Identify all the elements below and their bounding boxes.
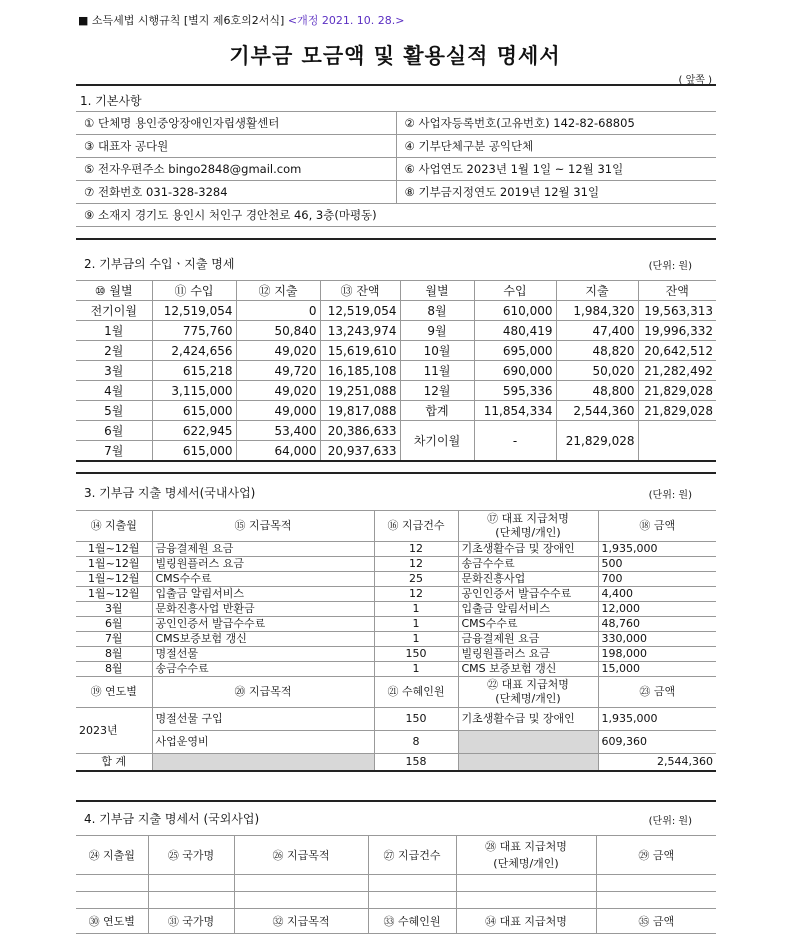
- column-header: 월별: [400, 281, 474, 301]
- column-header: ㉚ 연도별: [76, 909, 148, 934]
- count-cell: 25: [374, 572, 458, 587]
- balance-cell: 20,386,633: [320, 421, 400, 441]
- purpose-cell: 사업운영비: [152, 731, 374, 754]
- table-row: [76, 542, 716, 557]
- basic-info-field: ③ 대표자 공다원: [76, 135, 396, 158]
- month-cell: 전기이월: [76, 301, 152, 321]
- page-side-label: ( 앞쪽 ): [678, 75, 712, 86]
- law-reference: ■ 소득세법 시행규칙 [별지 제6호의2서식]: [78, 14, 285, 27]
- table-row: [76, 647, 716, 662]
- carry-forward-income: -: [474, 421, 556, 462]
- table-row: [76, 381, 716, 401]
- address-field: ⑨ 소재지 경기도 용인시 처인구 경안천로 46, 3층(마평동): [76, 204, 716, 227]
- expense-cell: 50,020: [556, 361, 638, 381]
- carry-forward-label: 차기이월: [400, 421, 474, 462]
- purpose-cell: 문화진흥사업 반환금: [152, 602, 374, 617]
- payee-cell: 금융결제원 요금: [458, 632, 598, 647]
- empty-cell: [368, 875, 456, 892]
- basic-info-row: [76, 135, 716, 158]
- table-row: [76, 557, 716, 572]
- expense-cell: 48,800: [556, 381, 638, 401]
- income-cell: 775,760: [152, 321, 236, 341]
- month-cell: 3월: [76, 361, 152, 381]
- year-cell: 2023년: [76, 708, 152, 754]
- section4-unit: (단위: 원): [648, 816, 692, 827]
- payee-cell: 기초생활수급 및 장애인: [458, 708, 598, 731]
- section2-top-rule: [76, 238, 716, 240]
- total-row: [76, 754, 716, 772]
- empty-cell: [368, 892, 456, 909]
- table-row: [76, 572, 716, 587]
- payee-cell: 입출금 알림서비스: [458, 602, 598, 617]
- table-row: [76, 632, 716, 647]
- basic-info-row: [76, 204, 716, 227]
- column-header: ㉞ 대표 지급처명: [456, 909, 596, 934]
- payee-cell: [458, 731, 598, 754]
- basic-info-field: ⑥ 사업연도 2023년 1월 1일 ~ 12월 31일: [396, 158, 716, 181]
- month-cell: 합계: [400, 401, 474, 421]
- section4-heading: 4. 기부금 지출 명세서 (국외사업): [84, 812, 260, 826]
- column-header: 수입: [474, 281, 556, 301]
- income-cell: 622,945: [152, 421, 236, 441]
- expense-cell: 64,000: [236, 441, 320, 462]
- balance-cell: 13,243,974: [320, 321, 400, 341]
- total-label: 합 계: [76, 754, 152, 772]
- month-cell: 3월: [76, 602, 152, 617]
- column-header: ㉟ 금액: [596, 909, 716, 934]
- total-payee-blank: [458, 754, 598, 772]
- purpose-cell: CMS보증보험 갱신: [152, 632, 374, 647]
- section4-top-rule: [76, 800, 716, 802]
- column-header: ㉓ 금액: [598, 677, 716, 708]
- expense-cell: 1,984,320: [556, 301, 638, 321]
- expense-cell: 2,544,360: [556, 401, 638, 421]
- month-cell: 2월: [76, 341, 152, 361]
- table-header-row: [76, 511, 716, 542]
- amount-cell: 4,400: [598, 587, 716, 602]
- month-cell: 8월: [400, 301, 474, 321]
- month-cell: 1월: [76, 321, 152, 341]
- balance-cell: 20,937,633: [320, 441, 400, 462]
- expense-cell: 49,020: [236, 381, 320, 401]
- column-header: ㉒ 대표 지급처명 (단체명/개인): [458, 677, 598, 708]
- payee-cell: 기초생활수급 및 장애인: [458, 542, 598, 557]
- amount-cell: 700: [598, 572, 716, 587]
- basic-info-field: ④ 기부단체구분 공익단체: [396, 135, 716, 158]
- purpose-cell: 빌링원플러스 요금: [152, 557, 374, 572]
- balance-cell: 15,619,610: [320, 341, 400, 361]
- empty-cell: [234, 892, 368, 909]
- purpose-cell: 명절선물: [152, 647, 374, 662]
- column-header: ㉛ 국가명: [148, 909, 234, 934]
- table-header-row: [76, 281, 716, 301]
- payee-cell: 문화진흥사업: [458, 572, 598, 587]
- section3-unit: (단위: 원): [648, 490, 692, 501]
- empty-cell: [456, 875, 596, 892]
- expense-cell: 49,720: [236, 361, 320, 381]
- column-header: 잔액: [638, 281, 716, 301]
- count-cell: 8: [374, 731, 458, 754]
- income-cell: 3,115,000: [152, 381, 236, 401]
- amount-cell: 1,935,000: [598, 542, 716, 557]
- total-amount: 2,544,360: [598, 754, 716, 772]
- table-row: [76, 301, 716, 321]
- column-header: ⑲ 연도별: [76, 677, 152, 708]
- month-cell: 5월: [76, 401, 152, 421]
- empty-row: [76, 892, 716, 909]
- balance-cell: 16,185,108: [320, 361, 400, 381]
- table-row: [76, 602, 716, 617]
- table-header-row: [76, 677, 716, 708]
- amount-cell: 1,935,000: [598, 708, 716, 731]
- empty-cell: [596, 892, 716, 909]
- count-cell: 150: [374, 647, 458, 662]
- purpose-cell: 명절선물 구입: [152, 708, 374, 731]
- balance-cell: 12,519,054: [320, 301, 400, 321]
- table-header-row: [76, 909, 716, 934]
- table-row: [76, 708, 716, 731]
- amount-cell: 330,000: [598, 632, 716, 647]
- empty-cell: [76, 892, 148, 909]
- amount-cell: 15,000: [598, 662, 716, 677]
- income-expense-table: [76, 280, 716, 462]
- month-cell: 8월: [76, 647, 152, 662]
- table-header-row: [76, 836, 716, 875]
- carry-forward-balance: [638, 421, 716, 462]
- column-header: ㉘ 대표 지급처명 (단체명/개인): [456, 836, 596, 875]
- expense-cell: 47,400: [556, 321, 638, 341]
- column-header: ⑭ 지출월: [76, 511, 152, 542]
- section3-heading: 3. 기부금 지출 명세서(국내사업): [84, 486, 256, 500]
- column-header: ⑩ 월별: [76, 281, 152, 301]
- balance-cell: 20,642,512: [638, 341, 716, 361]
- column-header: ⑱ 금액: [598, 511, 716, 542]
- purpose-cell: CMS수수료: [152, 572, 374, 587]
- month-cell: 7월: [76, 441, 152, 462]
- total-count: 158: [374, 754, 458, 772]
- payee-cell: 공인인증서 발급수수료: [458, 587, 598, 602]
- column-header: ㉖ 지급목적: [234, 836, 368, 875]
- expense-cell: 50,840: [236, 321, 320, 341]
- table-row: [76, 662, 716, 677]
- table-row: [76, 321, 716, 341]
- empty-row: [76, 875, 716, 892]
- income-cell: 615,218: [152, 361, 236, 381]
- page-title: 기부금 모금액 및 활용실적 명세서: [229, 44, 561, 68]
- column-header: ⑫ 지출: [236, 281, 320, 301]
- month-cell: 9월: [400, 321, 474, 341]
- month-cell: 12월: [400, 381, 474, 401]
- basic-info-field: ⑧ 기부금지정연도 2019년 12월 31일: [396, 181, 716, 204]
- column-header: ㉑ 수혜인원: [374, 677, 458, 708]
- basic-info-row: [76, 112, 716, 135]
- expense-cell: 53,400: [236, 421, 320, 441]
- count-cell: 12: [374, 557, 458, 572]
- column-header: ㉗ 지급건수: [368, 836, 456, 875]
- column-header: 지출: [556, 281, 638, 301]
- purpose-cell: 입출금 알림서비스: [152, 587, 374, 602]
- income-cell: 615,000: [152, 401, 236, 421]
- income-cell: 480,419: [474, 321, 556, 341]
- column-header: ⑬ 잔액: [320, 281, 400, 301]
- income-cell: 595,336: [474, 381, 556, 401]
- column-header: ⑪ 수입: [152, 281, 236, 301]
- balance-cell: 19,817,088: [320, 401, 400, 421]
- count-cell: 12: [374, 587, 458, 602]
- empty-cell: [148, 892, 234, 909]
- month-cell: 7월: [76, 632, 152, 647]
- month-cell: 10월: [400, 341, 474, 361]
- column-header: ⑯ 지급건수: [374, 511, 458, 542]
- basic-info-table: [76, 111, 716, 227]
- expense-cell: 48,820: [556, 341, 638, 361]
- basic-info-field: ⑤ 전자우편주소 bingo2848@gmail.com: [76, 158, 396, 181]
- income-cell: 690,000: [474, 361, 556, 381]
- purpose-cell: 금융결제원 요금: [152, 542, 374, 557]
- expense-cell: 0: [236, 301, 320, 321]
- empty-cell: [76, 875, 148, 892]
- table-row: [76, 587, 716, 602]
- count-cell: 1: [374, 632, 458, 647]
- amount-cell: 48,760: [598, 617, 716, 632]
- basic-info-row: [76, 158, 716, 181]
- column-header: ⑰ 대표 지급처명 (단체명/개인): [458, 511, 598, 542]
- month-cell: 6월: [76, 421, 152, 441]
- payee-cell: 빌링원플러스 요금: [458, 647, 598, 662]
- column-header: ⑳ 지급목적: [152, 677, 374, 708]
- column-header: ㉙ 금액: [596, 836, 716, 875]
- carry-forward-value: 21,829,028: [556, 421, 638, 462]
- empty-cell: [148, 875, 234, 892]
- basic-info-field: ⑦ 전화번호 031-328-3284: [76, 181, 396, 204]
- balance-cell: 21,282,492: [638, 361, 716, 381]
- table-row: [76, 341, 716, 361]
- month-cell: 1월~12월: [76, 587, 152, 602]
- income-cell: 610,000: [474, 301, 556, 321]
- income-cell: 2,424,656: [152, 341, 236, 361]
- balance-cell: 19,563,313: [638, 301, 716, 321]
- column-header: ㉔ 지출월: [76, 836, 148, 875]
- balance-cell: 21,829,028: [638, 381, 716, 401]
- month-cell: 11월: [400, 361, 474, 381]
- column-header: ㉝ 수혜인원: [368, 909, 456, 934]
- column-header: ㉜ 지급목적: [234, 909, 368, 934]
- purpose-cell: 공인인증서 발급수수료: [152, 617, 374, 632]
- count-cell: 150: [374, 708, 458, 731]
- table-row: [76, 421, 716, 441]
- amount-cell: 12,000: [598, 602, 716, 617]
- payee-cell: CMS 보증보험 갱신: [458, 662, 598, 677]
- income-cell: 615,000: [152, 441, 236, 462]
- month-cell: 8월: [76, 662, 152, 677]
- basic-info-row: [76, 181, 716, 204]
- section1-heading: 1. 기본사항: [80, 94, 142, 108]
- table-row: [76, 361, 716, 381]
- income-cell: 12,519,054: [152, 301, 236, 321]
- balance-cell: 21,829,028: [638, 401, 716, 421]
- month-cell: 6월: [76, 617, 152, 632]
- count-cell: 1: [374, 602, 458, 617]
- payee-cell: CMS수수료: [458, 617, 598, 632]
- amount-cell: 198,000: [598, 647, 716, 662]
- total-purpose-blank: [152, 754, 374, 772]
- balance-cell: 19,996,332: [638, 321, 716, 341]
- month-cell: 4월: [76, 381, 152, 401]
- section2-heading: 2. 기부금의 수입ㆍ지출 명세: [84, 257, 235, 271]
- section2-unit: (단위: 원): [648, 261, 692, 272]
- domestic-expense-table: [76, 510, 716, 772]
- count-cell: 12: [374, 542, 458, 557]
- table-row: [76, 617, 716, 632]
- count-cell: 1: [374, 662, 458, 677]
- basic-info-field: ② 사업자등록번호(고유번호) 142-82-68805: [396, 112, 716, 135]
- month-cell: 1월~12월: [76, 572, 152, 587]
- amount-cell: 500: [598, 557, 716, 572]
- section1-top-rule: [76, 84, 716, 86]
- amount-cell: 609,360: [598, 731, 716, 754]
- basic-info-field: ① 단체명 용인중앙장애인자립생활센터: [76, 112, 396, 135]
- empty-cell: [234, 875, 368, 892]
- income-cell: 11,854,334: [474, 401, 556, 421]
- expense-cell: 49,000: [236, 401, 320, 421]
- month-cell: 1월~12월: [76, 542, 152, 557]
- expense-cell: 49,020: [236, 341, 320, 361]
- balance-cell: 19,251,088: [320, 381, 400, 401]
- form-header: [78, 12, 405, 28]
- table-row: [76, 401, 716, 421]
- empty-cell: [596, 875, 716, 892]
- purpose-cell: 송금수수료: [152, 662, 374, 677]
- income-cell: 695,000: [474, 341, 556, 361]
- revision-date: <개정 2021. 10. 28.>: [287, 14, 405, 27]
- section3-top-rule: [76, 472, 716, 474]
- count-cell: 1: [374, 617, 458, 632]
- month-cell: 1월~12월: [76, 557, 152, 572]
- column-header: ㉕ 국가명: [148, 836, 234, 875]
- table-row: [76, 731, 716, 754]
- payee-cell: 송금수수료: [458, 557, 598, 572]
- empty-cell: [456, 892, 596, 909]
- column-header: ⑮ 지급목적: [152, 511, 374, 542]
- overseas-expense-table: [76, 835, 716, 934]
